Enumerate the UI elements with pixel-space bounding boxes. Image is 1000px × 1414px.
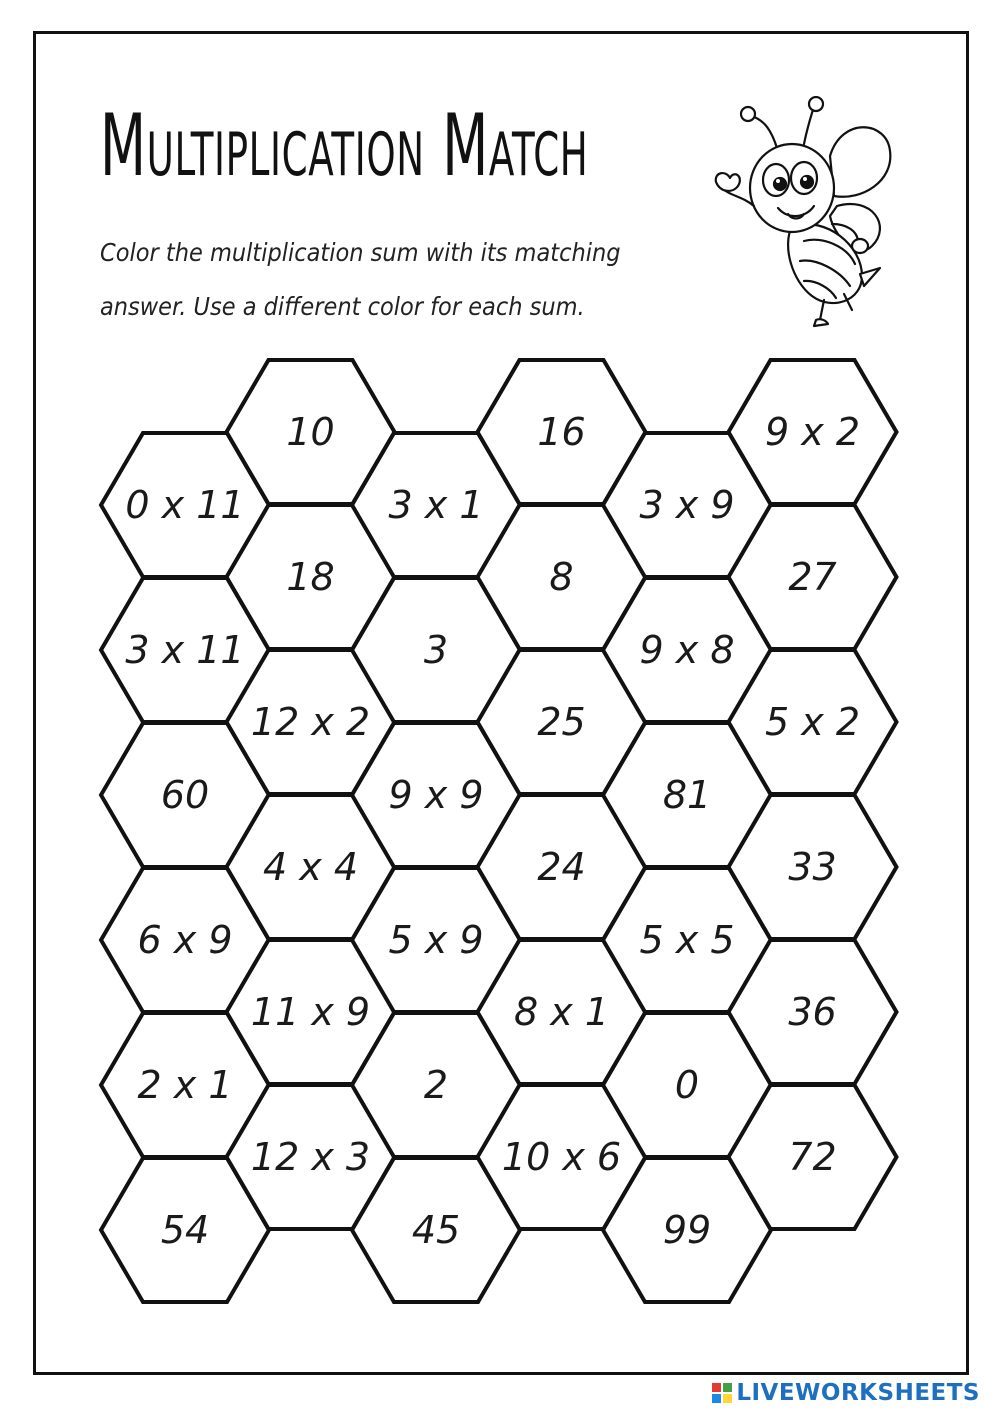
instruction-line-2: answer. Use a different color for each sum. [100, 292, 585, 321]
hexagon-label: 3 [423, 628, 449, 672]
hexagon-label: 36 [788, 990, 837, 1034]
hexagon-label: 0 [674, 1063, 700, 1107]
hexagon-label: 27 [788, 555, 837, 599]
hexagon-label: 2 [423, 1063, 449, 1107]
hexagon-label: 33 [788, 845, 837, 889]
hexagon-label: 5 x 2 [765, 700, 860, 744]
logo-square-green [723, 1383, 732, 1392]
instruction-line-1: Color the multiplication sum with its matching [100, 238, 621, 267]
hexagon-label: 10 [286, 410, 335, 454]
hexagon-label: 10 x 6 [501, 1135, 622, 1179]
hexagon-label: 99 [662, 1208, 712, 1252]
liveworksheets-logo-icon [712, 1383, 732, 1403]
hexagon-label: 9 x 8 [639, 628, 735, 672]
hexagon-label: 3 x 11 [125, 628, 245, 672]
hexagon-label: 11 x 9 [250, 990, 371, 1034]
hexagon-label: 12 x 2 [250, 700, 371, 744]
worksheet-title: Multiplication Match [100, 96, 589, 196]
hexagon-label: 6 x 9 [137, 918, 233, 962]
logo-square-yellow [723, 1394, 732, 1403]
hexagon-label: 60 [160, 773, 210, 817]
hexagon-label: 3 x 9 [639, 483, 735, 527]
logo-square-red [712, 1383, 721, 1392]
hexagon-label: 12 x 3 [250, 1135, 371, 1179]
hexagon-label: 45 [411, 1208, 461, 1252]
hexagon-label: 5 x 9 [388, 918, 484, 962]
hexagon-label: 18 [286, 555, 335, 599]
hexagon-label: 0 x 11 [125, 483, 245, 527]
hexagon-label: 3 x 1 [388, 483, 484, 527]
hexagon-label: 8 x 1 [514, 990, 609, 1034]
hexagon-label: 54 [160, 1208, 210, 1252]
hexagon-label: 24 [537, 845, 586, 889]
hexagon-label: 9 x 9 [388, 773, 484, 817]
hexagon-label: 81 [662, 773, 712, 817]
hexagon-label: 25 [537, 700, 586, 744]
liveworksheets-footer [712, 1378, 980, 1408]
hexagon-label: 9 x 2 [765, 410, 860, 454]
hexagon-label: 72 [788, 1135, 837, 1179]
hexagon-label: 5 x 5 [639, 918, 735, 962]
logo-square-blue [712, 1394, 721, 1403]
hexagon-label: 16 [537, 410, 586, 454]
hexagon-label: 8 [549, 555, 574, 599]
hexagon-label: 4 x 4 [263, 845, 358, 889]
liveworksheets-brand: LIVEWORKSHEETS [736, 1380, 980, 1406]
hexagon-label: 2 x 1 [137, 1063, 233, 1107]
